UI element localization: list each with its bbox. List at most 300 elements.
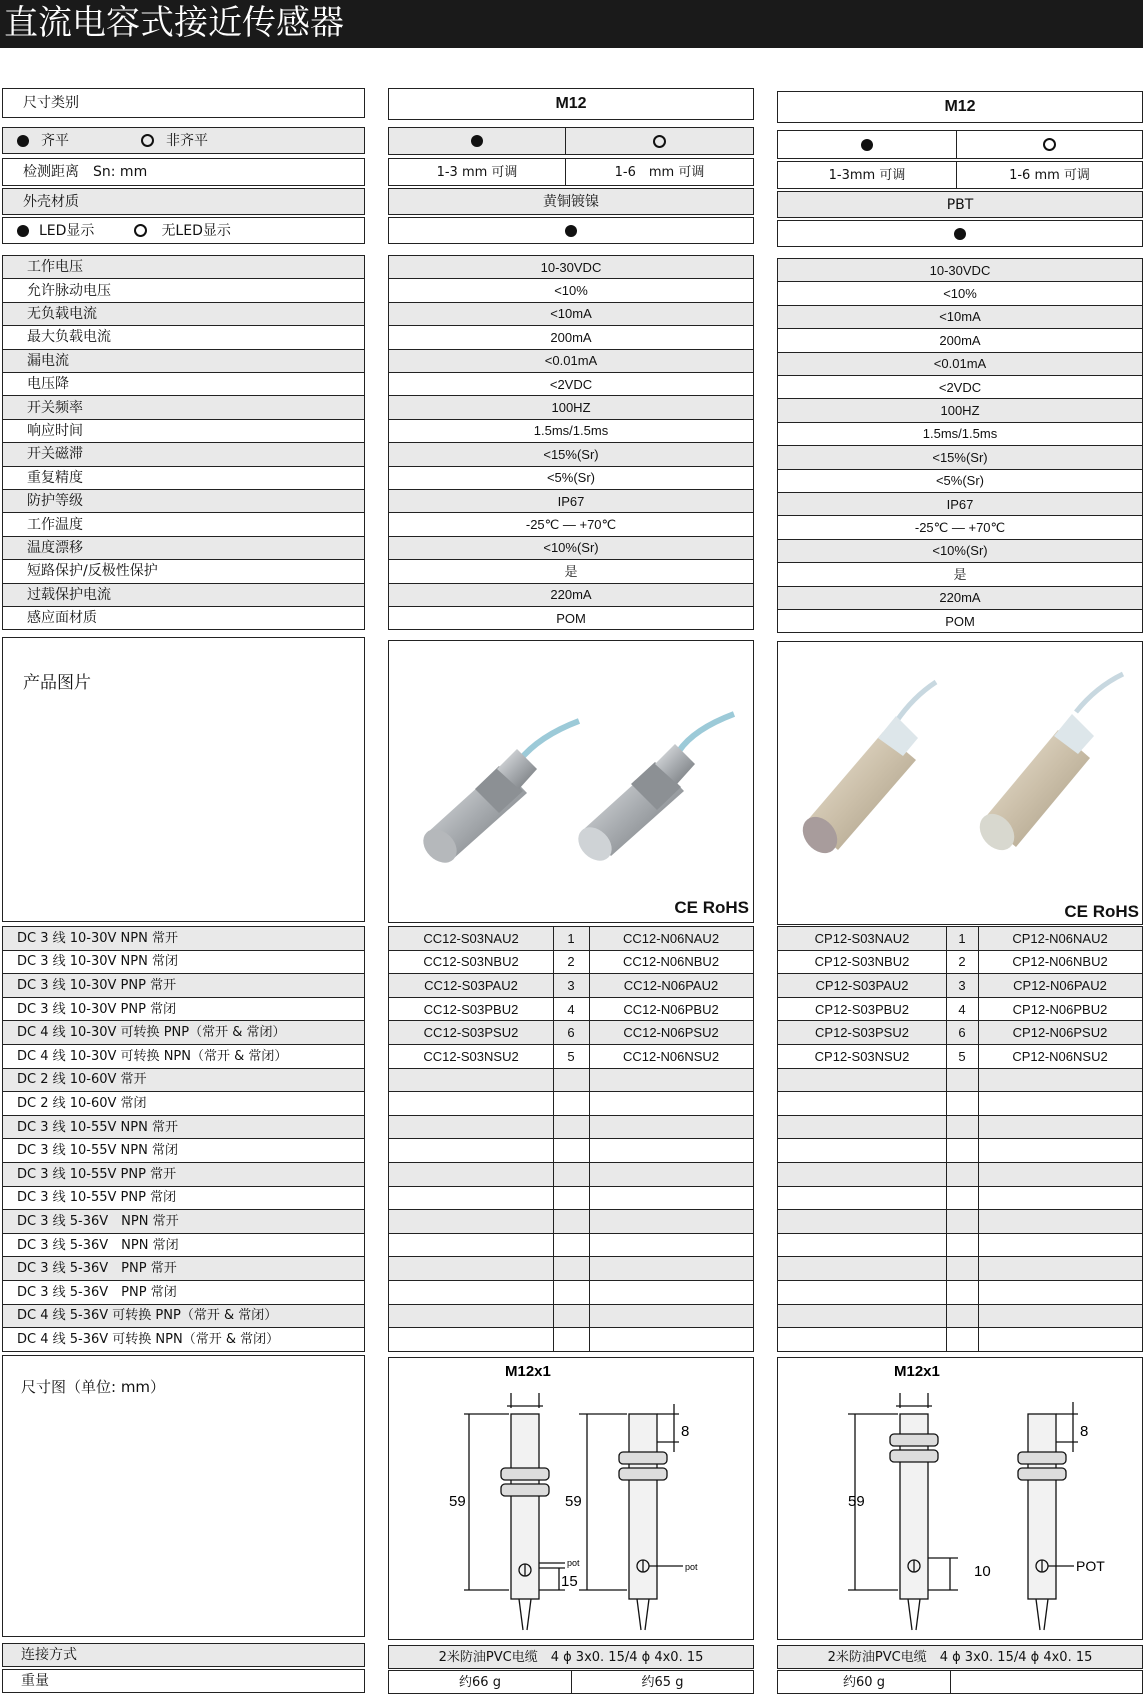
model-wiring-number: 2 xyxy=(958,954,966,970)
non-flush-distance: 1-6 mm 可调 xyxy=(1009,167,1090,183)
spec-value-text: 是 xyxy=(953,566,967,582)
spec-value-text: IP67 xyxy=(946,496,974,512)
divider xyxy=(946,1139,947,1162)
divider xyxy=(946,1305,947,1328)
flush-legend-text: 齐平 xyxy=(41,132,69,149)
model-row xyxy=(388,1091,754,1116)
divider xyxy=(553,1305,554,1328)
dimension-drawing xyxy=(778,1358,1142,1639)
spec-value-cell xyxy=(777,609,1143,633)
type-label-row xyxy=(2,1186,365,1211)
model-non-flush: CP12-N06NBU2 xyxy=(1012,954,1108,970)
spec-label-text: 开关磁滞 xyxy=(27,446,83,463)
spec-value-text: <5%(Sr) xyxy=(546,470,596,486)
spec-value-cell xyxy=(388,442,754,466)
spec-value-cell xyxy=(388,349,754,373)
type-label-row xyxy=(2,997,365,1022)
model-flush: CC12-S03NSU2 xyxy=(423,1048,519,1064)
model-row xyxy=(777,1044,1143,1069)
type-label-text: DC 4 线 5-36V 可转换 NPN（常开 & 常闭） xyxy=(17,1331,280,1347)
filled-circle-icon xyxy=(17,135,29,147)
spec-value-cell xyxy=(777,445,1143,469)
flush-type-row xyxy=(777,130,1143,159)
flush-type-row xyxy=(388,127,754,155)
weight-value: 约60 g xyxy=(843,1674,885,1690)
type-label-text: DC 4 线 10-30V 可转换 NPN（常开 & 常闭） xyxy=(17,1048,288,1064)
spec-label-text: 感应面材质 xyxy=(27,610,97,627)
model-flush: CC12-S03PBU2 xyxy=(423,1001,519,1017)
divider xyxy=(946,1257,947,1280)
divider xyxy=(946,1116,947,1139)
type-label-text: DC 3 线 5-36V NPN 常开 xyxy=(17,1213,179,1229)
material-cell xyxy=(388,188,754,215)
spec-value-cell xyxy=(388,536,754,560)
product-image-box xyxy=(777,641,1143,925)
non-flush-cell xyxy=(566,128,753,154)
model-row xyxy=(777,1091,1143,1116)
spec-value-cell xyxy=(388,325,754,349)
spec-label-text: 工作温度 xyxy=(27,516,83,533)
spec-label-row xyxy=(2,466,365,490)
type-label-text: DC 3 线 5-36V PNP 常开 xyxy=(17,1261,177,1277)
divider xyxy=(978,1328,979,1351)
divider xyxy=(589,1281,590,1304)
spec-label-row xyxy=(2,559,365,583)
spec-value-cell xyxy=(388,255,754,279)
type-label-row xyxy=(2,1233,365,1258)
model-flush: CP12-S03PSU2 xyxy=(815,1025,909,1041)
spec-label-text: 电压降 xyxy=(27,376,69,393)
size-cell xyxy=(777,91,1143,123)
spec-value-text: 100HZ xyxy=(551,400,591,416)
filled-circle-icon xyxy=(17,225,29,237)
divider xyxy=(946,1163,947,1186)
model-row xyxy=(388,1020,754,1045)
model-non-flush: CP12-N06NSU2 xyxy=(1012,1048,1108,1064)
spec-value-cell xyxy=(388,559,754,583)
model-row xyxy=(777,1233,1143,1258)
model-row xyxy=(388,1209,754,1234)
divider xyxy=(589,1187,590,1210)
size-value: M12 xyxy=(944,98,976,115)
length-label-a: 59 xyxy=(449,1493,466,1510)
spec-label-row xyxy=(2,372,365,396)
model-flush: CP12-S03NBU2 xyxy=(814,954,910,970)
type-label-row xyxy=(2,1044,365,1069)
connection-label xyxy=(2,1643,365,1667)
model-row xyxy=(777,1304,1143,1329)
weight-text: 重量 xyxy=(21,1673,49,1689)
type-label-row xyxy=(2,926,365,951)
spec-value-cell xyxy=(777,328,1143,352)
housing-material-label xyxy=(2,188,365,215)
divider xyxy=(589,1305,590,1328)
divider xyxy=(589,1257,590,1280)
spec-label-row xyxy=(2,395,365,419)
product-image-box xyxy=(388,640,754,923)
weight-row xyxy=(388,1670,754,1694)
type-label-text: DC 3 线 10-30V NPN 常闭 xyxy=(17,954,178,970)
spec-label-row xyxy=(2,325,365,349)
model-row xyxy=(388,1304,754,1329)
model-row xyxy=(777,1256,1143,1281)
model-row xyxy=(388,1327,754,1352)
model-wiring-number: 2 xyxy=(567,954,575,970)
model-row xyxy=(777,1209,1143,1234)
type-label-row xyxy=(2,1280,365,1305)
sensing-distance-text: 检测距离 Sn: mm xyxy=(23,164,148,180)
flush-legend xyxy=(2,127,365,154)
spec-value-cell xyxy=(777,281,1143,305)
housing-material-text: 外壳材质 xyxy=(23,193,79,210)
spec-value-cell xyxy=(388,302,754,326)
product-photo xyxy=(389,641,753,922)
spec-label-text: 漏电流 xyxy=(27,352,69,369)
model-flush: CC12-S03PSU2 xyxy=(423,1025,519,1041)
model-row xyxy=(777,1162,1143,1187)
spec-value-text: -25℃ — +70℃ xyxy=(525,517,617,533)
divider xyxy=(946,1069,947,1092)
model-non-flush: CP12-N06PSU2 xyxy=(1012,1025,1108,1041)
weight-non-flush: 约65 g xyxy=(641,1674,684,1690)
spec-value-text: POM xyxy=(556,610,586,626)
size-category-text: 尺寸类别 xyxy=(23,95,79,111)
flush-distance: 1-3 mm 可调 xyxy=(436,164,518,180)
spec-value-cell xyxy=(388,606,754,630)
divider xyxy=(589,1234,590,1257)
divider xyxy=(978,1305,979,1328)
model-flush: CP12-S03PAU2 xyxy=(815,977,909,993)
model-row xyxy=(388,1280,754,1305)
connection-text: 连接方式 xyxy=(21,1647,77,1663)
divider xyxy=(978,1069,979,1092)
spec-value-cell xyxy=(777,492,1143,516)
spec-value-cell xyxy=(777,469,1143,493)
spec-label-text: 过载保护电流 xyxy=(27,586,111,603)
type-label-text: DC 3 线 10-30V PNP 常开 xyxy=(17,977,177,993)
spec-label-row xyxy=(2,442,365,466)
model-non-flush: CC12-N06NSU2 xyxy=(622,1048,720,1064)
pot-label-a: pot xyxy=(567,1558,580,1568)
model-row xyxy=(388,973,754,998)
divider xyxy=(553,1281,554,1304)
dimension-label-box xyxy=(2,1355,365,1637)
spec-value-cell xyxy=(777,305,1143,329)
spec-label-row xyxy=(2,255,365,279)
spec-value-text: 100HZ xyxy=(940,403,980,419)
model-row xyxy=(388,950,754,975)
dimension-drawing-box xyxy=(388,1357,754,1640)
model-flush: CC12-S03PAU2 xyxy=(424,977,518,993)
spec-value-text: <10%(Sr) xyxy=(932,543,988,559)
page-title: 直流电容式接近传感器 xyxy=(4,3,344,43)
spec-value-text: <10mA xyxy=(939,309,981,325)
type-label-text: DC 4 线 10-30V 可转换 PNP（常开 & 常闭） xyxy=(17,1025,286,1041)
product-column-pbt xyxy=(777,0,1143,1697)
sensor-non-flush xyxy=(973,674,1123,857)
model-non-flush: CC12-N06PBU2 xyxy=(623,1001,719,1017)
weight-label xyxy=(2,1669,365,1693)
sensing-distance-label xyxy=(2,158,365,186)
pot-label: POT xyxy=(1076,1558,1105,1574)
spec-label-text: 允许脉动电压 xyxy=(27,282,111,299)
divider xyxy=(553,1234,554,1257)
type-label-row xyxy=(2,1115,365,1140)
model-wiring-number: 6 xyxy=(958,1025,966,1041)
connection-value: 2米防油PVC电缆 4 ϕ 3x0. 15/4 ϕ 4x0. 15 xyxy=(827,1649,1093,1665)
spec-label-text: 响应时间 xyxy=(27,422,83,439)
divider xyxy=(946,1281,947,1304)
model-row xyxy=(777,1186,1143,1211)
divider xyxy=(978,1257,979,1280)
spec-value-cell xyxy=(777,422,1143,446)
length-label: 59 xyxy=(848,1493,865,1510)
led-cell xyxy=(388,217,754,244)
model-row xyxy=(388,997,754,1022)
open-circle-icon xyxy=(134,224,147,237)
divider xyxy=(978,1281,979,1304)
dim-8-label: 8 xyxy=(681,1423,690,1440)
model-non-flush: CC12-N06PSU2 xyxy=(623,1025,719,1041)
thread-label: M12x1 xyxy=(894,1363,940,1380)
spec-value-text: <5%(Sr) xyxy=(935,473,985,489)
connection-cell xyxy=(388,1645,754,1669)
spec-label-row xyxy=(2,583,365,607)
model-row xyxy=(388,1138,754,1163)
divider xyxy=(553,1210,554,1233)
model-wiring-number: 6 xyxy=(567,1025,575,1041)
model-row xyxy=(777,926,1143,951)
model-non-flush: CC12-N06NBU2 xyxy=(622,954,720,970)
type-label-text: DC 2 线 10-60V 常闭 xyxy=(17,1095,147,1111)
model-row xyxy=(777,1138,1143,1163)
dim-8-label: 8 xyxy=(1080,1423,1089,1440)
divider xyxy=(946,1328,947,1351)
led-legend xyxy=(2,217,365,244)
model-flush: CP12-S03NAU2 xyxy=(814,930,910,946)
divider xyxy=(950,1671,951,1693)
spec-label-row xyxy=(2,536,365,560)
spec-value-cell xyxy=(388,489,754,513)
divider xyxy=(553,1069,554,1092)
model-row xyxy=(388,1162,754,1187)
distance-row xyxy=(388,158,754,186)
divider xyxy=(553,1257,554,1280)
spec-value-cell xyxy=(388,395,754,419)
sensor-flush xyxy=(417,721,579,869)
spec-value-cell xyxy=(388,278,754,302)
product-image-label: 产品图片 xyxy=(23,673,91,693)
spec-label-row xyxy=(2,302,365,326)
type-label-text: DC 3 线 5-36V NPN 常闭 xyxy=(17,1237,179,1253)
model-row xyxy=(388,1115,754,1140)
spec-value-text: -25℃ — +70℃ xyxy=(914,520,1006,536)
model-row xyxy=(388,1068,754,1093)
spec-value-text: 1.5ms/1.5ms xyxy=(533,423,609,439)
spec-value-text: <0.01mA xyxy=(933,356,987,372)
model-wiring-number: 1 xyxy=(958,930,966,946)
spec-value-text: <10mA xyxy=(550,306,592,322)
spec-value-text: <15%(Sr) xyxy=(932,449,988,465)
type-label-row xyxy=(2,1304,365,1329)
type-label-text: DC 3 线 5-36V PNP 常闭 xyxy=(17,1284,177,1300)
spec-value-cell xyxy=(388,372,754,396)
spec-label-text: 最大负载电流 xyxy=(27,329,111,346)
model-non-flush: CP12-N06NAU2 xyxy=(1012,930,1108,946)
divider xyxy=(553,1116,554,1139)
spec-value-text: 220mA xyxy=(939,590,981,606)
spec-value-cell xyxy=(388,466,754,490)
spec-label-text: 重复精度 xyxy=(27,469,83,486)
spec-label-text: 开关频率 xyxy=(27,399,83,416)
spec-value-text: <10% xyxy=(943,286,977,302)
spec-label-text: 工作电压 xyxy=(27,259,83,276)
divider xyxy=(589,1139,590,1162)
model-wiring-number: 4 xyxy=(958,1001,966,1017)
model-flush: CC12-S03NAU2 xyxy=(423,930,519,946)
dimension-drawing-box xyxy=(777,1357,1143,1640)
divider xyxy=(553,1139,554,1162)
pot-label-b: pot xyxy=(685,1562,698,1572)
type-label-text: DC 3 线 10-30V PNP 常闭 xyxy=(17,1001,177,1017)
model-wiring-number: 3 xyxy=(567,977,575,993)
type-label-text: DC 2 线 10-60V 常开 xyxy=(17,1072,147,1088)
filled-circle-icon xyxy=(954,228,966,240)
type-label-text: DC 3 线 10-55V NPN 常开 xyxy=(17,1119,178,1135)
type-label-row xyxy=(2,1068,365,1093)
spec-value-text: 10-30VDC xyxy=(540,259,602,275)
type-label-row xyxy=(2,1138,365,1163)
model-row xyxy=(777,997,1143,1022)
spec-value-cell xyxy=(388,512,754,536)
spec-label-text: 防护等级 xyxy=(27,493,83,510)
spec-value-text: <10% xyxy=(554,283,588,299)
model-wiring-number: 1 xyxy=(567,930,575,946)
model-flush: CP12-S03PBU2 xyxy=(815,1001,909,1017)
spec-value-cell xyxy=(777,258,1143,282)
spec-value-text: 200mA xyxy=(939,332,981,348)
spec-label-row xyxy=(2,606,365,630)
model-row xyxy=(388,1233,754,1258)
product-column-brass xyxy=(388,0,754,1697)
filled-circle-icon xyxy=(565,225,577,237)
flush-cell xyxy=(389,128,565,154)
type-label-text: DC 3 线 10-55V PNP 常开 xyxy=(17,1166,177,1182)
type-label-row xyxy=(2,1091,365,1116)
model-flush: CC12-S03NBU2 xyxy=(423,954,519,970)
flush-cell xyxy=(778,131,956,158)
weight-flush: 约66 g xyxy=(459,1674,501,1690)
model-row xyxy=(777,1327,1143,1352)
model-non-flush: CP12-N06PBU2 xyxy=(1012,1001,1108,1017)
size-value: M12 xyxy=(555,95,587,112)
model-row xyxy=(388,926,754,951)
spec-value-cell xyxy=(777,539,1143,563)
spec-value-cell xyxy=(777,586,1143,610)
model-non-flush: CC12-N06NAU2 xyxy=(622,930,720,946)
spec-value-text: 10-30VDC xyxy=(929,262,991,278)
sensor-non-flush xyxy=(572,714,734,867)
spec-value-text: <15%(Sr) xyxy=(543,446,599,462)
size-category-label xyxy=(2,88,365,118)
model-row xyxy=(777,1280,1143,1305)
connection-cell xyxy=(777,1645,1143,1669)
divider xyxy=(589,1328,590,1351)
type-label-row xyxy=(2,973,365,998)
spec-value-cell xyxy=(777,375,1143,399)
material-cell xyxy=(777,191,1143,218)
divider xyxy=(589,1092,590,1115)
thread-label: M12x1 xyxy=(505,1363,551,1380)
divider xyxy=(978,1116,979,1139)
product-photo xyxy=(778,642,1142,924)
spec-value-text: 200mA xyxy=(550,329,592,345)
divider xyxy=(978,1187,979,1210)
weight-row xyxy=(777,1670,1143,1694)
divider xyxy=(978,1163,979,1186)
divider xyxy=(553,1163,554,1186)
model-row xyxy=(388,1044,754,1069)
dim-15-label: 15 xyxy=(561,1573,578,1590)
model-wiring-number: 5 xyxy=(958,1048,966,1064)
open-circle-icon xyxy=(141,134,154,147)
spec-label-row xyxy=(2,489,365,513)
spec-value-cell xyxy=(777,398,1143,422)
model-row xyxy=(388,1256,754,1281)
material-value: 黄铜镀镍 xyxy=(543,193,599,210)
type-label-row xyxy=(2,1327,365,1352)
model-row xyxy=(777,1115,1143,1140)
model-row xyxy=(777,973,1143,998)
spec-value-text: <10%(Sr) xyxy=(543,540,599,556)
sensor-flush xyxy=(796,682,936,860)
spec-value-cell xyxy=(388,583,754,607)
type-label-row xyxy=(2,1162,365,1187)
type-label-row xyxy=(2,950,365,975)
spec-label-row xyxy=(2,278,365,302)
divider xyxy=(553,1092,554,1115)
divider xyxy=(946,1092,947,1115)
type-label-text: DC 3 线 10-55V PNP 常闭 xyxy=(17,1190,177,1206)
non-flush-cell xyxy=(957,131,1142,158)
divider xyxy=(553,1328,554,1351)
type-label-row xyxy=(2,1209,365,1234)
dim-10-label: 10 xyxy=(974,1563,991,1580)
divider xyxy=(978,1234,979,1257)
filled-circle-icon xyxy=(471,135,483,147)
spec-value-text: <0.01mA xyxy=(544,353,598,369)
spec-label-row xyxy=(2,349,365,373)
dimension-label: 尺寸图（单位: mm） xyxy=(21,1378,166,1396)
size-cell xyxy=(388,88,754,120)
model-row xyxy=(777,1068,1143,1093)
distance-row xyxy=(777,161,1143,189)
spec-label-text: 短路保护/反极性保护 xyxy=(27,563,158,580)
material-value: PBT xyxy=(946,196,974,213)
length-label-b: 59 xyxy=(565,1493,582,1510)
model-wiring-number: 3 xyxy=(958,977,966,993)
type-label-row xyxy=(2,1256,365,1281)
spec-value-cell xyxy=(777,562,1143,586)
model-row xyxy=(777,950,1143,975)
divider xyxy=(978,1210,979,1233)
spec-value-text: <2VDC xyxy=(938,379,982,395)
divider xyxy=(946,1234,947,1257)
divider xyxy=(946,1187,947,1210)
model-wiring-number: 5 xyxy=(567,1048,575,1064)
spec-value-text: 是 xyxy=(564,563,578,579)
type-label-row xyxy=(2,1020,365,1045)
